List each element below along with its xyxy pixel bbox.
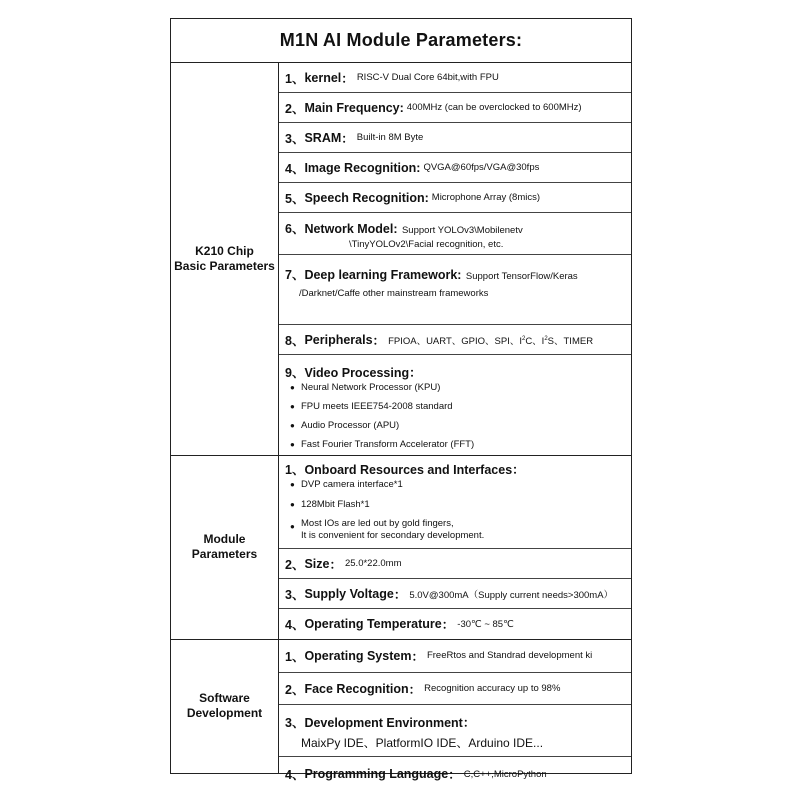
param-colon: ：: [411, 649, 424, 664]
param-colon: ：: [448, 768, 461, 782]
param-key: Operating System: [304, 648, 412, 663]
param-key: Programming Language: [304, 767, 449, 781]
parameters-table: [170, 18, 632, 782]
param-colon: ：: [329, 557, 342, 572]
param-key: Peripherals: [304, 332, 373, 347]
section-label-line2: Parameters: [191, 547, 258, 561]
bullet-item: ● FPU meets IEEE754-2008 standard: [290, 401, 453, 412]
row-number: 1、: [285, 463, 305, 477]
param-key: Speech Recognition:: [304, 190, 429, 205]
section-label-line2: Basic Parameters: [174, 259, 275, 273]
param-value: Support YOLOv3\Mobilenetv: [401, 225, 523, 236]
param-value: RISC-V Dual Core 64bit,with FPU: [356, 72, 499, 83]
param-row-kernel: [279, 63, 631, 93]
row-number: 3、: [285, 716, 305, 730]
row-number: 3、: [285, 587, 305, 602]
row-number: 1、: [285, 71, 305, 86]
param-row-operating-temperature: [279, 609, 631, 639]
section-label-line1: K210 Chip: [195, 244, 254, 258]
param-key: Face Recognition: [304, 681, 409, 696]
param-key: Development Environment: [304, 716, 463, 730]
param-value: Support TensorFlow/Keras: [465, 271, 578, 282]
row-number: 6、: [285, 222, 305, 236]
param-key: Supply Voltage: [304, 586, 394, 601]
row-number: 7、: [285, 268, 305, 282]
bullet-item: ● Fast Fourier Transform Accelerator (FFT): [290, 439, 475, 450]
param-key: kernel: [304, 70, 342, 85]
param-value: QVGA@60fps/VGA@30fps: [423, 162, 540, 173]
bullet-item: ● DVP camera interface*1: [290, 479, 403, 490]
param-value: C,C++,MicroPython: [463, 768, 547, 780]
row-number: 8、: [285, 333, 305, 348]
param-value: 5.0V@300mA（Supply current needs>300mA）: [409, 589, 614, 601]
row-number: 4、: [285, 768, 305, 782]
param-value: Recognition accuracy up to 98%: [424, 683, 561, 694]
row-number: 3、: [285, 131, 305, 146]
param-key: Deep learning Framework:: [304, 268, 462, 282]
param-value-line2: /Darknet/Caffe other mainstream frameworks: [299, 288, 489, 299]
param-colon: ：: [341, 71, 354, 86]
param-value: FPIOA、UART、GPIO、SPI、$I^2C$、$I^2S$、TIMER: [388, 335, 594, 347]
section-label-software: [171, 639, 279, 773]
param-colon: ：: [393, 587, 407, 602]
param-value: 25.0*22.0mm: [344, 558, 402, 569]
param-row-size: [279, 549, 631, 579]
param-value-line2: \TinyYOLOv2\Facial recognition, etc.: [349, 239, 504, 250]
row-number: 4、: [285, 618, 305, 632]
bullet-item: ● Most IOs are led out by gold fingers, It is convenient for secondary development.: [290, 518, 485, 541]
param-row-supply-voltage: [279, 579, 631, 609]
row-number: 2、: [285, 682, 305, 697]
param-row-speech-recognition: [279, 183, 631, 213]
param-row-onboard-resources: [279, 455, 631, 549]
row-number: 1、: [285, 649, 305, 664]
param-value: Built-in 8M Byte: [356, 132, 424, 143]
section-label-module: [171, 455, 279, 639]
section-label-line1: Software: [199, 691, 250, 705]
section-label-line2: Development: [186, 706, 263, 720]
param-colon: ：: [408, 682, 422, 697]
bullet-item: ● Audio Processor (APU): [290, 420, 400, 431]
param-key: SRAM: [304, 130, 342, 145]
row-number: 2、: [285, 101, 305, 116]
section-label-k210: [171, 63, 279, 455]
param-row-image-recognition: [279, 153, 631, 183]
param-colon: ：: [441, 618, 455, 632]
param-colon: ：: [341, 131, 354, 146]
param-value-line2: MaixPy IDE、PlatformIO IDE、Arduino IDE...: [301, 736, 544, 750]
param-value: Microphone Array (8mics): [431, 192, 541, 203]
param-row-peripherals: [279, 325, 631, 355]
param-row-network-model: [279, 213, 631, 255]
row-number: 4、: [285, 161, 305, 176]
param-key: Main Frequency:: [304, 100, 404, 115]
param-row-sram: [279, 123, 631, 153]
param-value: -30℃ ~ 85℃: [457, 618, 514, 630]
param-row-operating-system: [279, 639, 631, 673]
param-value: FreeRtos and Standrad development ki: [426, 650, 593, 661]
row-number: 5、: [285, 191, 305, 206]
param-row-deep-learning-framework: [279, 255, 631, 325]
section-label-line1: Module: [203, 532, 246, 546]
bullet-item: ● Neural Network Processor (KPU): [290, 382, 441, 393]
param-row-development-environment: [279, 705, 631, 757]
param-row-video-processing: [279, 355, 631, 455]
param-colon: ：: [372, 333, 386, 348]
page-title: M1N AI Module Parameters:: [171, 19, 631, 63]
param-row-face-recognition: [279, 673, 631, 705]
row-number: 9、: [285, 366, 305, 380]
param-key: Network Model:: [304, 222, 398, 236]
row-number: 2、: [285, 557, 305, 572]
param-key: Operating Temperature: [304, 617, 442, 631]
param-key: Video Processing: [304, 366, 410, 380]
param-key: Onboard Resources and Interfaces: [304, 463, 513, 477]
param-value: 400MHz (can be overclocked to 600MHz): [406, 102, 582, 113]
param-row-main-frequency: [279, 93, 631, 123]
param-key: Size: [304, 556, 330, 571]
param-key: Image Recognition:: [304, 160, 421, 175]
param-colon: ：: [462, 716, 476, 730]
param-colon: ：: [409, 366, 422, 380]
bullet-item: ● 128Mbit Flash*1: [290, 499, 370, 510]
param-row-programming-language: [279, 757, 631, 791]
param-colon: ：: [512, 463, 525, 477]
